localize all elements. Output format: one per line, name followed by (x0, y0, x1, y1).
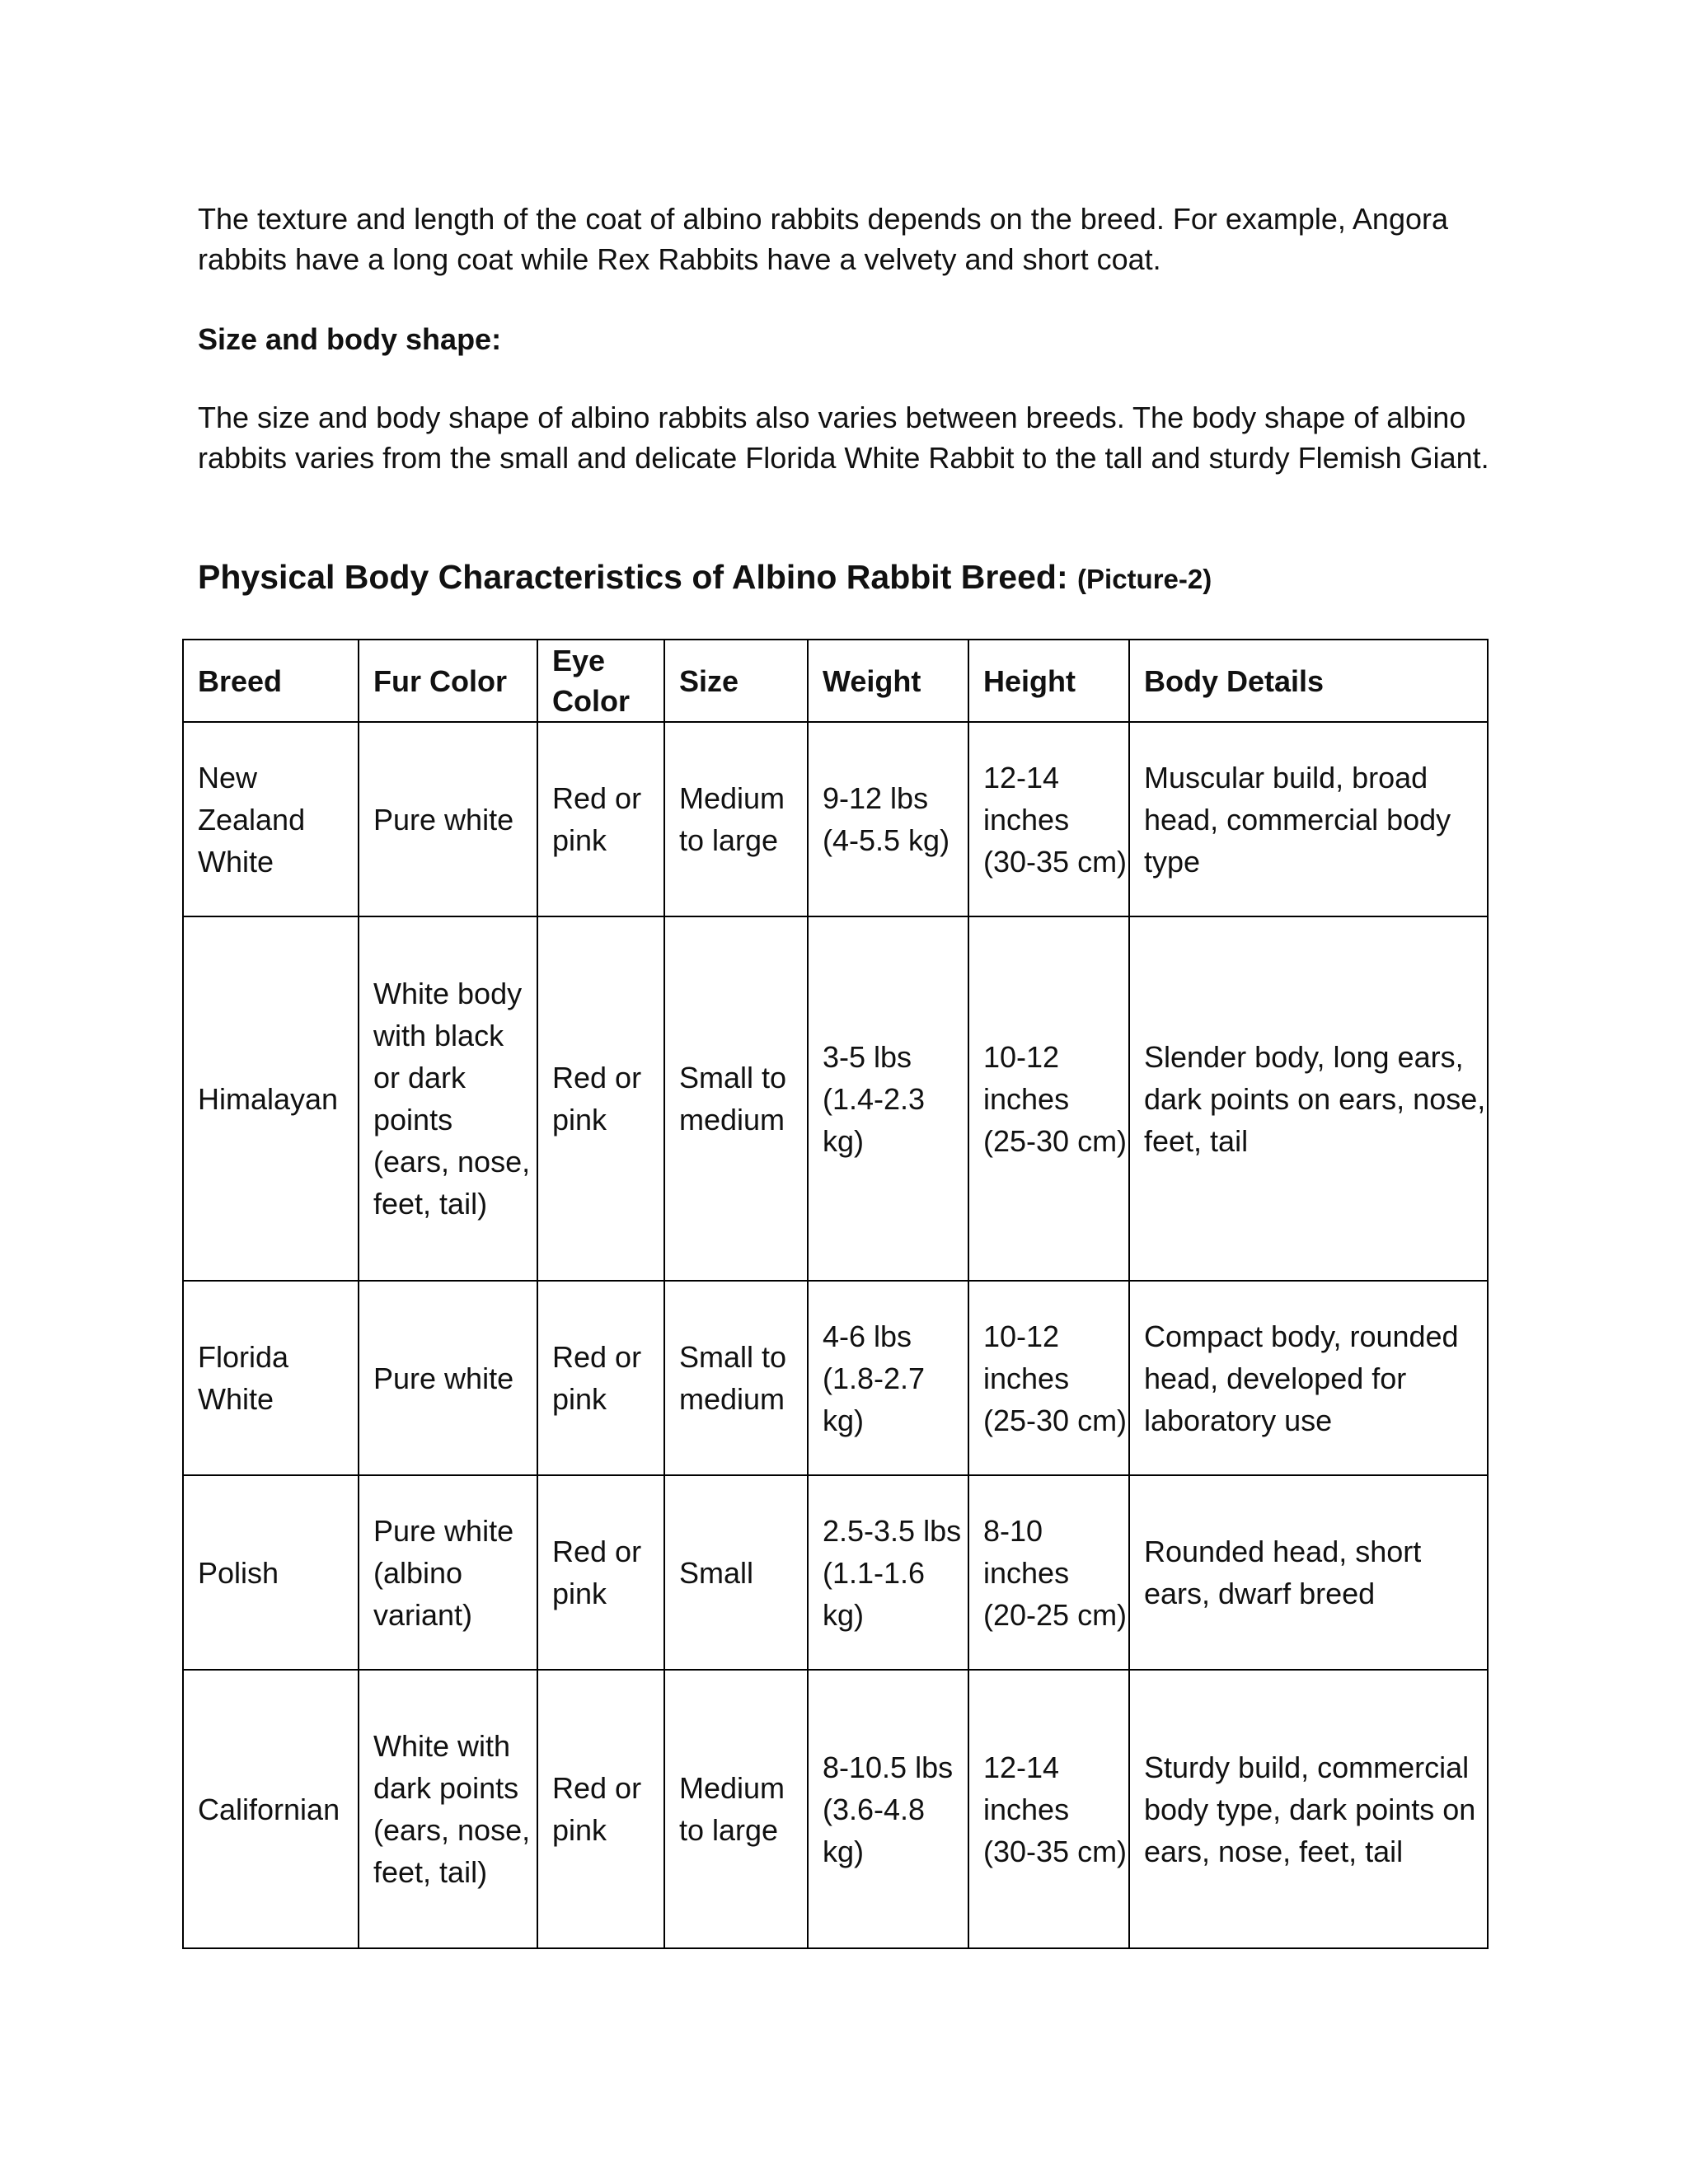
table-row (183, 1281, 1488, 1475)
cell-eye-color: Red or pink (537, 1475, 664, 1670)
table-header-row (183, 640, 1488, 722)
cell-height: 10-12 inches (25-30 cm) (968, 1281, 1129, 1475)
cell-height: 10-12 inches (25-30 cm) (968, 916, 1129, 1281)
cell-weight: 8-10.5 lbs (3.6-4.8 kg) (808, 1670, 968, 1948)
cell-body-details: Slender body, long ears, dark points on ears, nose, feet, tail (1129, 916, 1488, 1281)
cell-eye-color: Red or pink (537, 1670, 664, 1948)
cell-breed: Polish (183, 1475, 359, 1670)
intro-paragraph: The texture and length of the coat of albino rabbits depends on the breed. For example, Angora rabbits have a long coat while Rex Rabbits have a velvety and short coat. (198, 202, 1449, 276)
cell-size: Medium to large (664, 1670, 808, 1948)
table-row (183, 1670, 1488, 1948)
table-title-suffix: (Picture-2) (1077, 564, 1212, 594)
cell-fur-color: White with dark points (ears, nose, feet, tail) (359, 1670, 537, 1948)
table-title-main: Physical Body Characteristics of Albino Rabbit Breed: (198, 558, 1068, 596)
header-eye-color: Eye Color (537, 640, 664, 722)
cell-size: Small (664, 1475, 808, 1670)
header-height: Height (968, 640, 1129, 722)
cell-weight: 9-12 lbs (4-5.5 kg) (808, 722, 968, 916)
cell-fur-color: Pure white (359, 722, 537, 916)
cell-body-details: Muscular build, broad head, commercial body type (1129, 722, 1488, 916)
cell-size: Small to medium (664, 916, 808, 1281)
cell-breed: Himalayan (183, 916, 359, 1281)
cell-fur-color: Pure white (albino variant) (359, 1475, 537, 1670)
cell-fur-color: Pure white (359, 1281, 537, 1475)
size-paragraph: The size and body shape of albino rabbits also varies between breeds. The body shape of albino rabbits varies from the small and delicate Florida White Rabbit to the tall and sturdy Flemish Giant. (198, 401, 1489, 475)
cell-height: 12-14 inches (30-35 cm) (968, 722, 1129, 916)
cell-fur-color: White body with black or dark points (ears, nose, feet, tail) (359, 916, 537, 1281)
table-row (183, 722, 1488, 916)
cell-breed: New Zealand White (183, 722, 359, 916)
cell-height: 12-14 inches (30-35 cm) (968, 1670, 1129, 1948)
cell-eye-color: Red or pink (537, 916, 664, 1281)
cell-breed: Californian (183, 1670, 359, 1948)
cell-weight: 2.5-3.5 lbs (1.1-1.6 kg) (808, 1475, 968, 1670)
cell-eye-color: Red or pink (537, 1281, 664, 1475)
header-size: Size (664, 640, 808, 722)
cell-weight: 3-5 lbs (1.4-2.3 kg) (808, 916, 968, 1281)
header-weight: Weight (808, 640, 968, 722)
cell-weight: 4-6 lbs (1.8-2.7 kg) (808, 1281, 968, 1475)
breed-table (182, 639, 1489, 1949)
cell-body-details: Compact body, rounded head, developed for laboratory use (1129, 1281, 1488, 1475)
table-row (183, 916, 1488, 1281)
table-title (198, 554, 1212, 602)
cell-breed: Florida White (183, 1281, 359, 1475)
table-row (183, 1475, 1488, 1670)
header-breed: Breed (183, 640, 359, 722)
header-fur-color: Fur Color (359, 640, 537, 722)
header-body-details: Body Details (1129, 640, 1488, 722)
cell-body-details: Sturdy build, commercial body type, dark points on ears, nose, feet, tail (1129, 1670, 1488, 1948)
cell-eye-color: Red or pink (537, 722, 664, 916)
cell-size: Medium to large (664, 722, 808, 916)
cell-height: 8-10 inches (20-25 cm) (968, 1475, 1129, 1670)
cell-size: Small to medium (664, 1281, 808, 1475)
size-heading: Size and body shape: (198, 322, 502, 356)
cell-body-details: Rounded head, short ears, dwarf breed (1129, 1475, 1488, 1670)
